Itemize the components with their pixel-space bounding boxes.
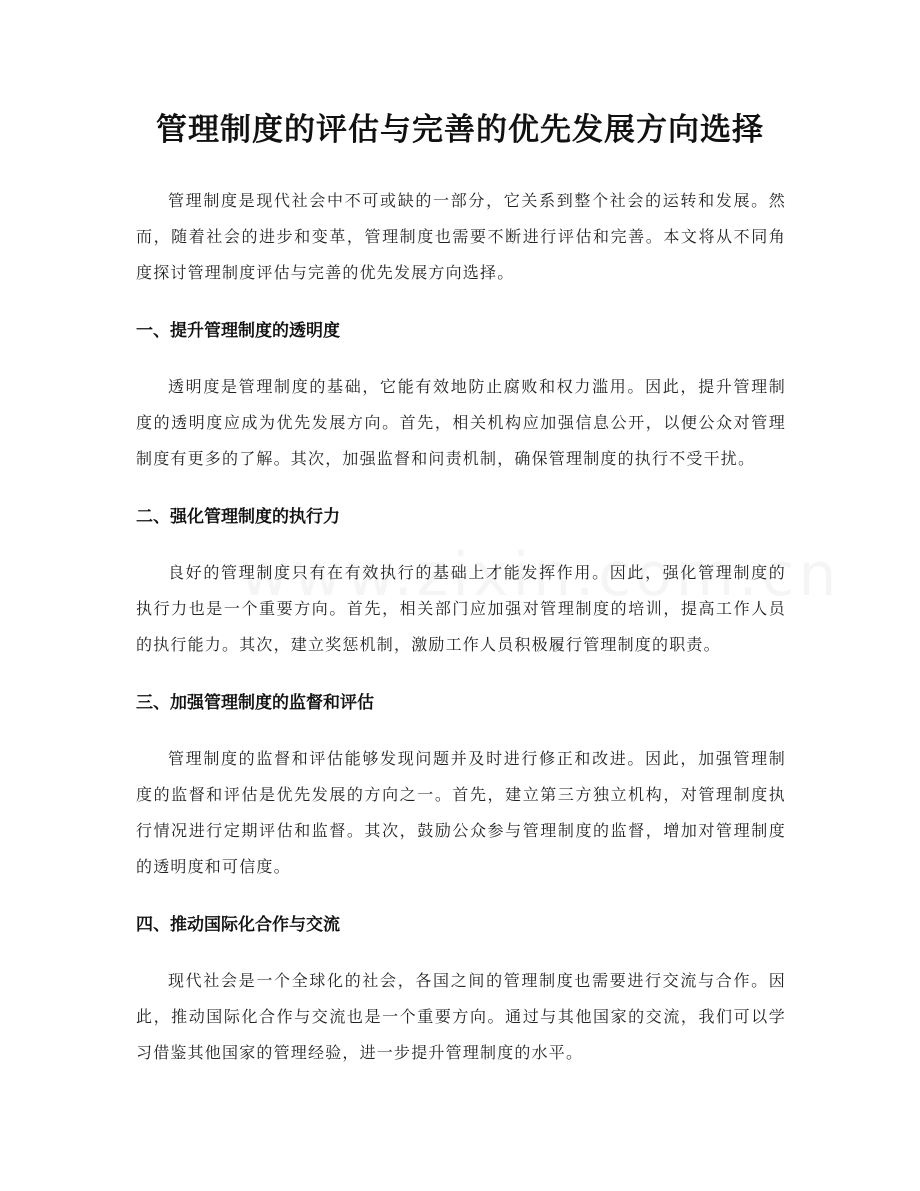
document-title: 管理制度的评估与完善的优先发展方向选择 [156, 112, 764, 148]
section-heading-2: 二、强化管理制度的执行力 [136, 507, 340, 527]
intro-paragraph: 管理制度是现代社会中不可或缺的一部分，它关系到整个社会的运转和发展。然而，随着社会的进步和变革，管理制度也需要不断进行评估和完善。本文将从不同角度探讨管理制度评估与完善的优先发展方向选择。 [136, 191, 786, 282]
document-body [136, 183, 786, 1071]
section-paragraph-3: 管理制度的监督和评估能够发现问题并及时进行修正和改进。因此，加强管理制度的监督和评估是优先发展的方向之一。首先，建立第三方独立机构，对管理制度执行情况进行定期评估和监督。其次，鼓励公众参与管理制度的监督，增加对管理制度的透明度和可信度。 [136, 749, 786, 876]
section-paragraph-4: 现代社会是一个全球化的社会，各国之间的管理制度也需要进行交流与合作。因此，推动国际化合作与交流也是一个重要方向。通过与其他国家的交流，我们可以学习借鉴其他国家的管理经验，进一步提升管理制度的水平。 [136, 971, 786, 1062]
section-paragraph-1: 透明度是管理制度的基础，它能有效地防止腐败和权力滥用。因此，提升管理制度的透明度应成为优先发展方向。首先，相关机构应加强信息公开，以便公众对管理制度有更多的了解。其次，加强监督和问责机制，确保管理制度的执行不受干扰。 [136, 377, 786, 468]
section-heading-3: 三、加强管理制度的监督和评估 [136, 693, 374, 713]
section-heading-1: 一、提升管理制度的透明度 [136, 321, 340, 341]
section-paragraph-2: 良好的管理制度只有在有效执行的基础上才能发挥作用。因此，强化管理制度的执行力也是一个重要方向。首先，相关部门应加强对管理制度的培训，提高工作人员的执行能力。其次，建立奖惩机制，激励工作人员积极履行管理制度的职责。 [136, 563, 786, 654]
section-heading-4: 四、推动国际化合作与交流 [136, 915, 340, 935]
